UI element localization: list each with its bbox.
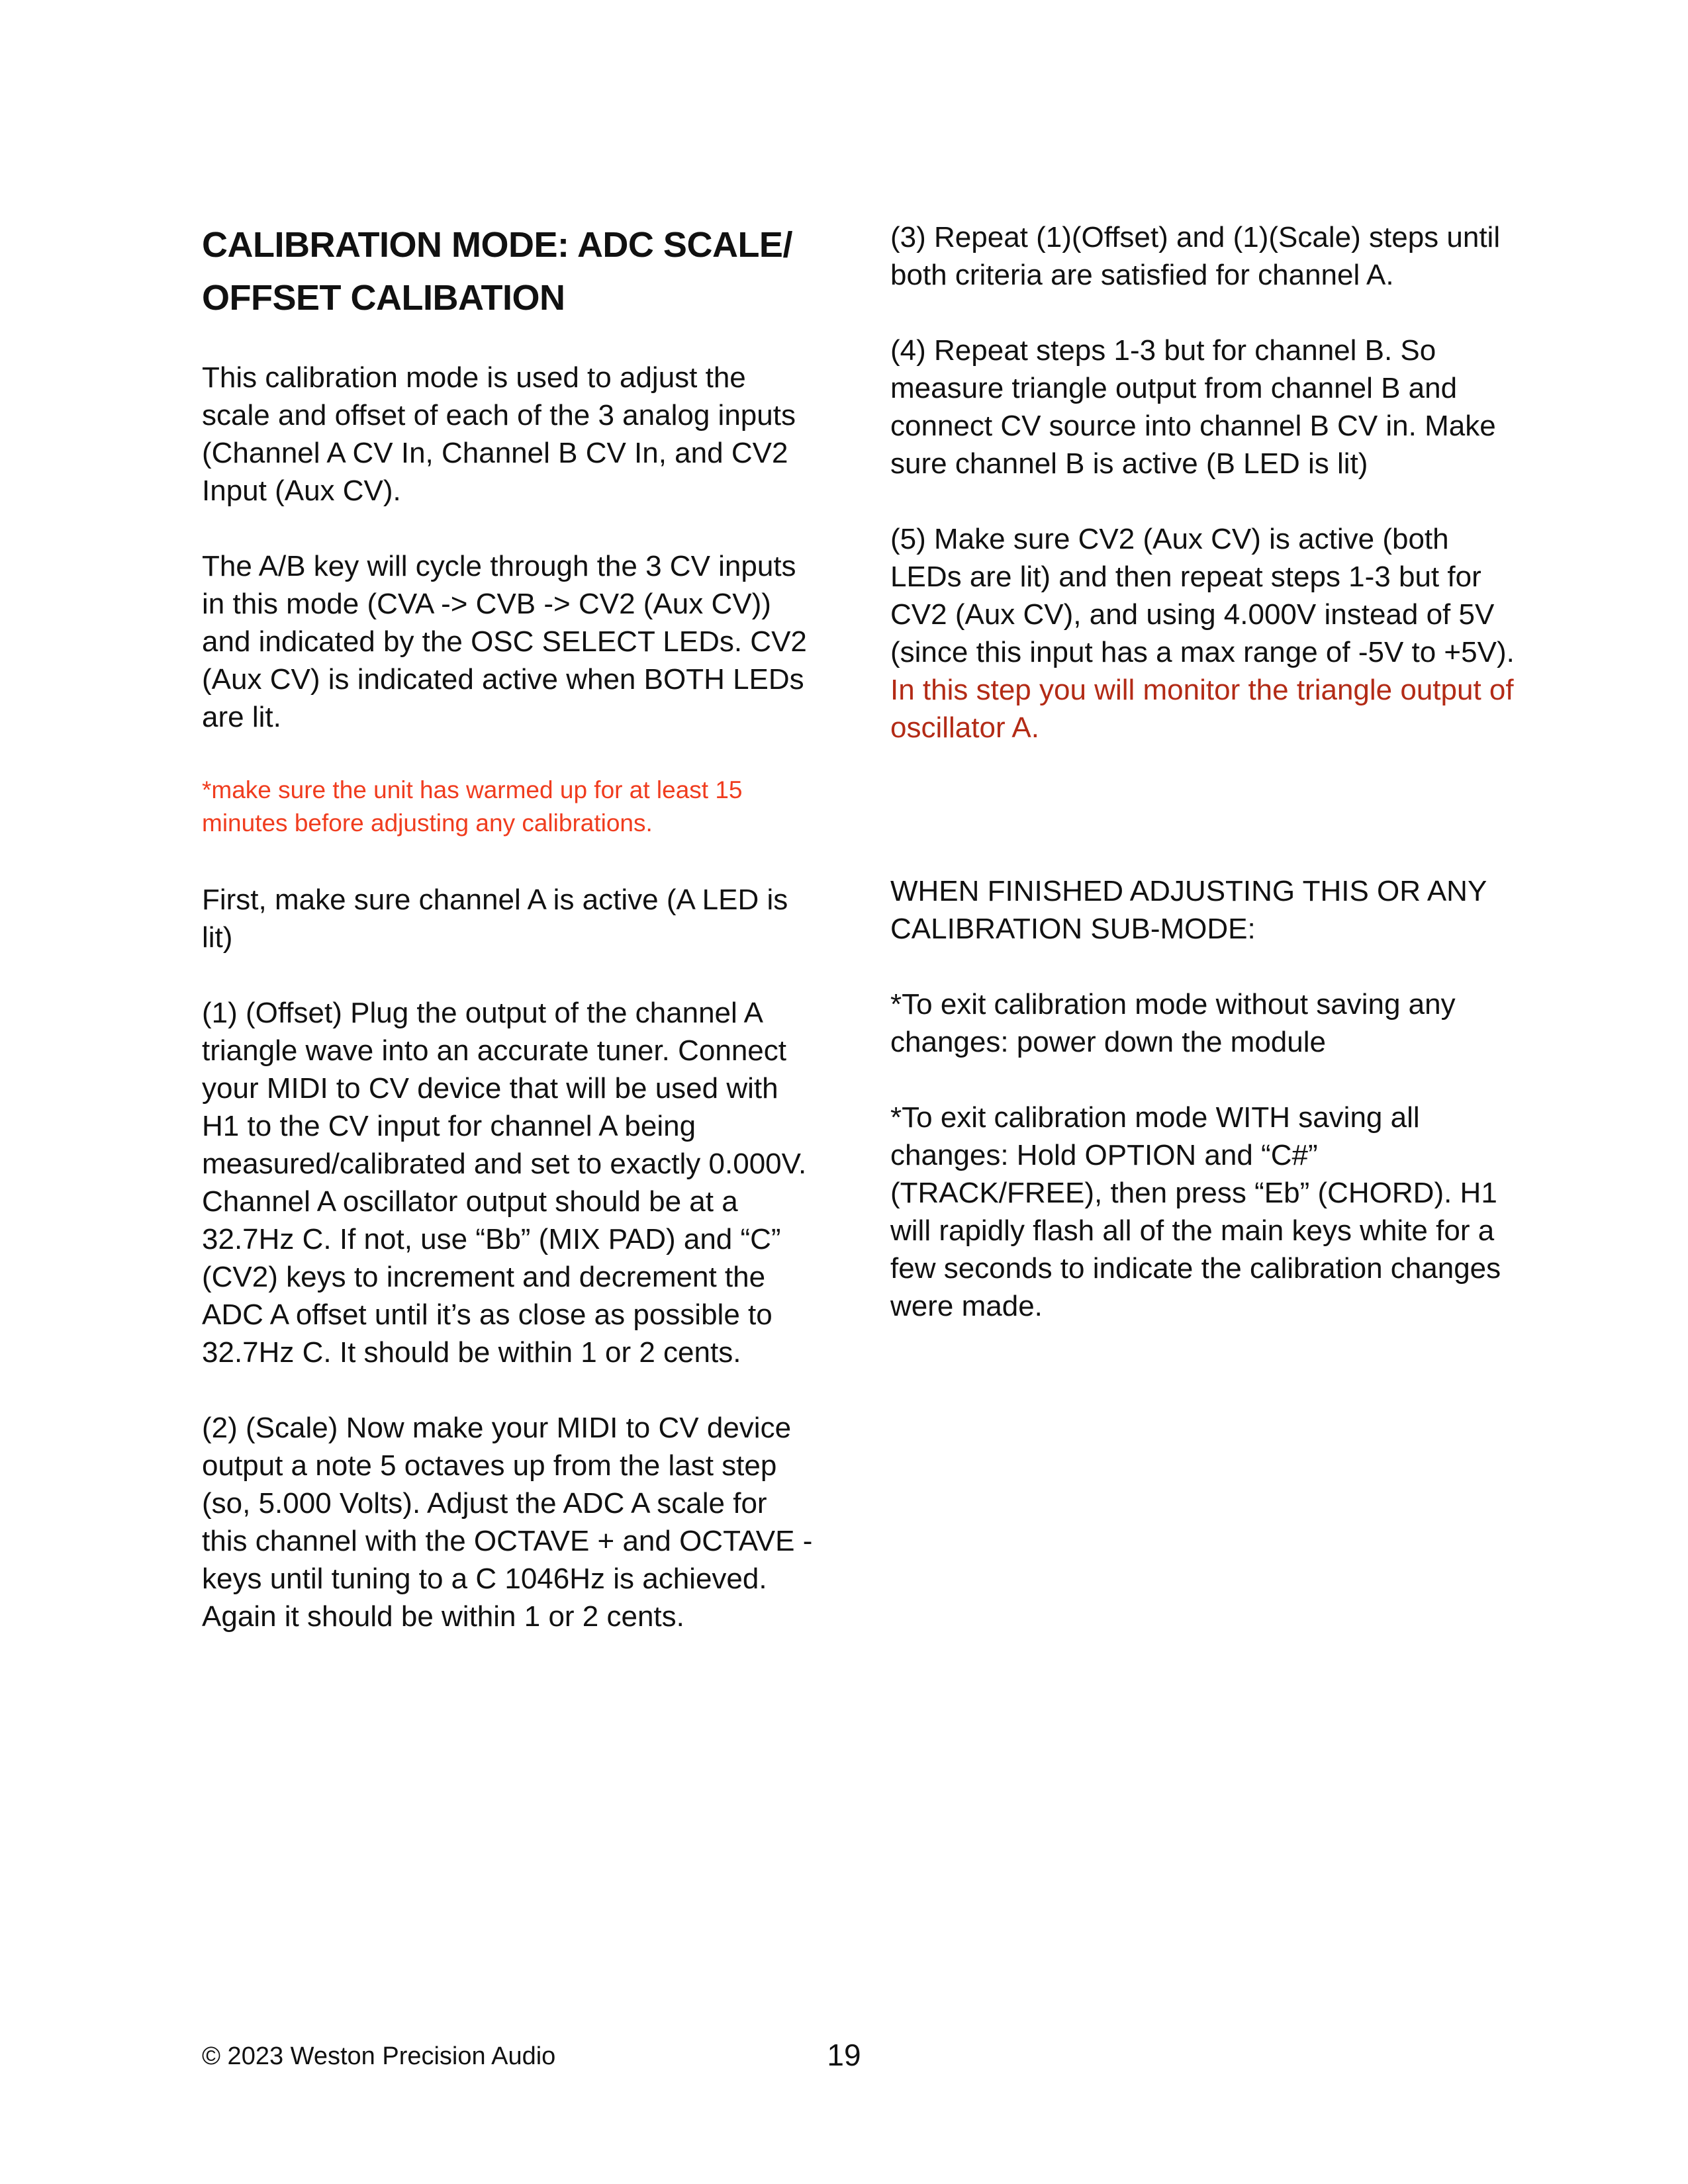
channel-a-active-instruction: First, make sure channel A is active (A LED is lit) <box>202 884 796 954</box>
copyright-text: © 2023 Weston Precision Audio <box>202 2042 556 2070</box>
step-1-offset-paragraph: (1) (Offset) Plug the output of the channel A triangle wave into an accurate tuner. Connect your MIDI to CV device that will be used with H1 to the CV input for channel A being measured/calibrated and set to exactly 0.000V. Channel A oscillator output should be at a 32.7Hz C. If not, use “Bb” (MIX PAD) and “C” (CV2) keys to increment and decrement the ADC A offset until it’s as close as possible to 32.7Hz C. It should be within 1 or 2 cents. <box>202 997 815 1369</box>
step-3-repeat-paragraph: (3) Repeat (1)(Offset) and (1)(Scale) steps until both criteria are satisfied for channel A. <box>890 221 1509 291</box>
page-title <box>202 218 818 324</box>
when-finished-heading: WHEN FINISHED ADJUSTING THIS OR ANY CALIBRATION SUB-MODE: <box>890 875 1495 945</box>
step-4-channel-b-paragraph: (4) Repeat steps 1-3 but for channel B. So measure triangle output from channel B and connect CV source into channel B CV in. Make sure channel B is active (B LED is lit) <box>890 334 1504 480</box>
page-footer <box>0 2037 1688 2077</box>
step-5-black-text: (5) Make sure CV2 (Aux CV) is active (both LEDs are lit) and then repeat steps 1-3 but for CV2 (Aux CV), and using 4.000V instead of 5V (since this input has a max range of -5V to +5V). <box>890 523 1523 668</box>
page-number: 19 <box>827 2038 861 2072</box>
exit-with-saving-note: *To exit calibration mode WITH saving all changes: Hold OPTION and “C#” (TRACK/FREE), then press “Eb” (CHORD). H1 will rapidly flash all of the main keys white for a few seconds to indicate the calibration changes were made. <box>890 1101 1509 1322</box>
right-column <box>890 218 1523 1363</box>
step-5-cv2-paragraph <box>890 520 1523 747</box>
exit-without-saving-note: *To exit calibration mode without saving any changes: power down the module <box>890 988 1464 1058</box>
warmup-note: *make sure the unit has warmed up for at least 15 minutes before adjusting any calibrations. <box>202 776 749 837</box>
intro-paragraph: This calibration mode is used to adjust the scale and offset of each of the 3 analog inputs (Channel A CV In, Channel B CV In, and CV2 Input (Aux CV). <box>202 361 804 507</box>
step-2-scale-paragraph: (2) (Scale) Now make your MIDI to CV device output a note 5 octaves up from the last step (so, 5.000 Volts). Adjust the ADC A scale for this channel with the OCTAVE + and OCTAVE - keys until tuning to a C 1046Hz is achieved. Again it should be within 1 or 2 cents. <box>202 1412 821 1633</box>
page-title-line1: CALIBRATION MODE: ADC SCALE/ <box>202 225 792 265</box>
left-column <box>202 218 821 1673</box>
ab-key-cycle-note: The A/B key will cycle through the 3 CV inputs in this mode (CVA -> CVB -> CV2 (Aux CV)) and indicated by the OSC SELECT LEDs. CV2 (Aux CV) is indicated active when BOTH LEDs are lit. <box>202 550 816 733</box>
page-title-line2: OFFSET CALIBATION <box>202 278 565 318</box>
step-5-red-text: In this step you will monitor the triangle output of oscillator A. <box>890 674 1522 744</box>
